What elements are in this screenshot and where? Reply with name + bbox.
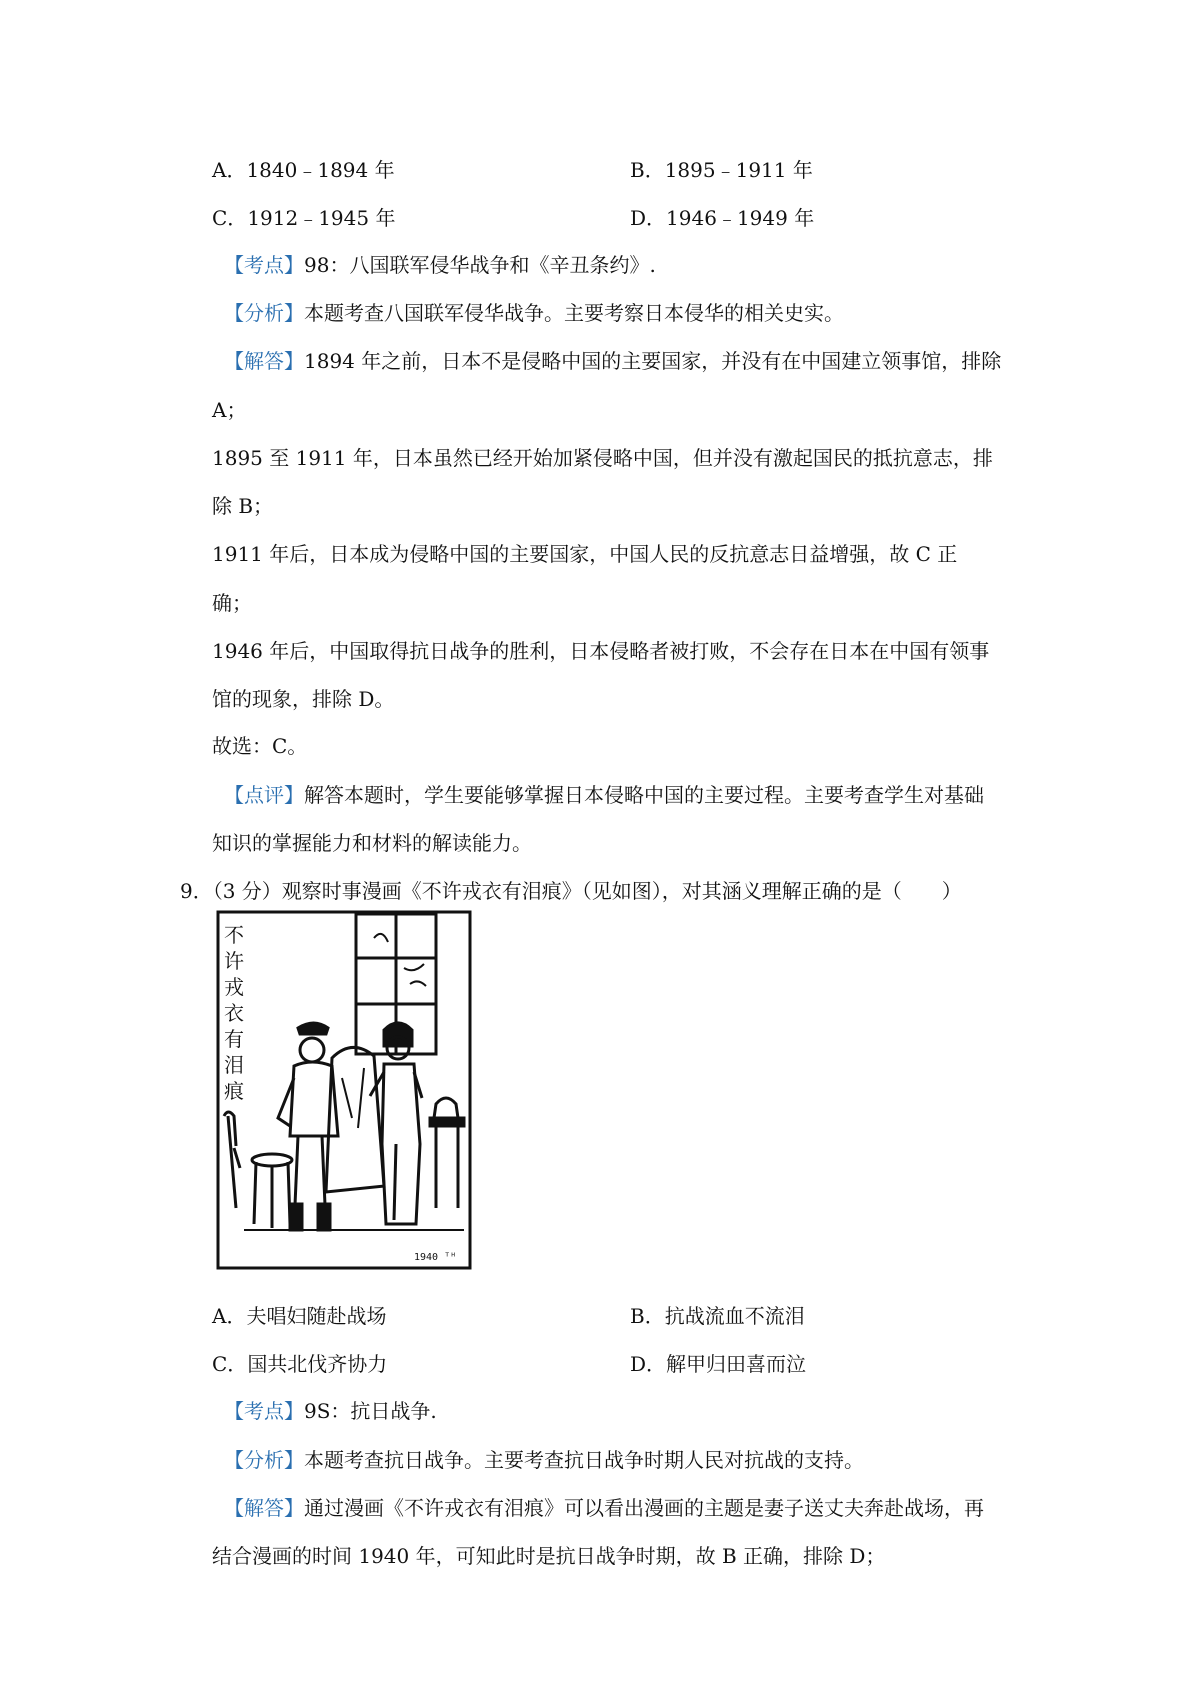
cartoon-image xyxy=(214,908,476,1274)
jieda-tag: 【解答】 xyxy=(224,349,304,373)
q8-option-a[interactable]: A．1840﹣1894 年 xyxy=(212,158,395,182)
q8-jieda-line-8: 馆的现象，排除 D。 xyxy=(212,687,395,711)
q9-kaodian: 【考点】9S：抗日战争. xyxy=(224,1399,437,1423)
cartoon-signature: 1940 ᵀᴴ xyxy=(414,1252,457,1263)
q8-jieda-line-9: 故选：C。 xyxy=(212,734,308,758)
jieda-tag: 【解答】 xyxy=(224,1496,304,1520)
q8-jieda-line-5: 1911 年后，日本成为侵略中国的主要国家，中国人民的反抗意志日益增强，故 C 正 xyxy=(212,542,958,566)
dianping-tag: 【点评】 xyxy=(224,783,304,807)
q8-kaodian: 【考点】98：八国联军侵华战争和《辛丑条约》. xyxy=(224,253,656,277)
fenxi-tag: 【分析】 xyxy=(224,301,304,325)
q9-option-a[interactable]: A．夫唱妇随赴战场 xyxy=(212,1304,387,1328)
q9-option-d[interactable]: D．解甲归田喜而泣 xyxy=(630,1352,807,1376)
q9-stem: 9．（3 分）观察时事漫画《不许戎衣有泪痕》（见如图），对其涵义理解正确的是（ ） xyxy=(180,879,962,903)
kaodian-tag: 【考点】 xyxy=(224,1399,304,1423)
q8-jieda-line-1: 【解答】1894 年之前，日本不是侵略中国的主要国家，并没有在中国建立领事馆，排除 xyxy=(224,349,1002,373)
q8-jieda-line-3: 1895 至 1911 年，日本虽然已经开始加紧侵略中国，但并没有激起国民的抵抗意志，排 xyxy=(212,446,993,470)
q8-option-c[interactable]: C．1912﹣1945 年 xyxy=(212,206,396,230)
q8-option-b[interactable]: B．1895﹣1911 年 xyxy=(630,158,813,182)
q9-fenxi: 【分析】本题考查抗日战争。主要考查抗日战争时期人民对抗战的支持。 xyxy=(224,1448,864,1472)
svg-text:衣: 衣 xyxy=(224,1001,244,1025)
q9-option-c[interactable]: C．国共北伐齐协力 xyxy=(212,1352,388,1376)
svg-text:许: 许 xyxy=(224,949,244,973)
fenxi-tag: 【分析】 xyxy=(224,1448,304,1472)
q8-dianping-line-1: 【点评】解答本题时，学生要能够掌握日本侵略中国的主要过程。主要考查学生对基础 xyxy=(224,783,984,807)
q8-dianping-line-2: 知识的掌握能力和材料的解读能力。 xyxy=(212,831,532,855)
q8-jieda-line-6: 确； xyxy=(212,591,252,615)
q8-jieda-line-7: 1946 年后，中国取得抗日战争的胜利，日本侵略者被打败，不会存在日本在中国有领事 xyxy=(212,639,990,663)
q9-jieda-line-1: 【解答】通过漫画《不许戎衣有泪痕》可以看出漫画的主题是妻子送丈夫奔赴战场，再 xyxy=(224,1496,984,1520)
svg-text:泪: 泪 xyxy=(224,1053,244,1077)
q9-option-b[interactable]: B．抗战流血不流泪 xyxy=(630,1304,805,1328)
svg-text:痕: 痕 xyxy=(224,1079,244,1103)
svg-text:不: 不 xyxy=(224,923,244,947)
kaodian-tag: 【考点】 xyxy=(224,253,304,277)
svg-text:戎: 戎 xyxy=(224,975,244,999)
q8-fenxi: 【分析】本题考查八国联军侵华战争。主要考察日本侵华的相关史实。 xyxy=(224,301,844,325)
q9-jieda-line-2: 结合漫画的时间 1940 年，可知此时是抗日战争时期，故 B 正确，排除 D； xyxy=(212,1544,886,1568)
svg-text:有: 有 xyxy=(224,1027,244,1051)
cartoon-title xyxy=(224,923,244,1103)
q8-jieda-line-2: A； xyxy=(212,398,247,422)
q8-jieda-line-4: 除 B； xyxy=(212,494,274,518)
q8-option-d[interactable]: D．1946﹣1949 年 xyxy=(630,206,815,230)
